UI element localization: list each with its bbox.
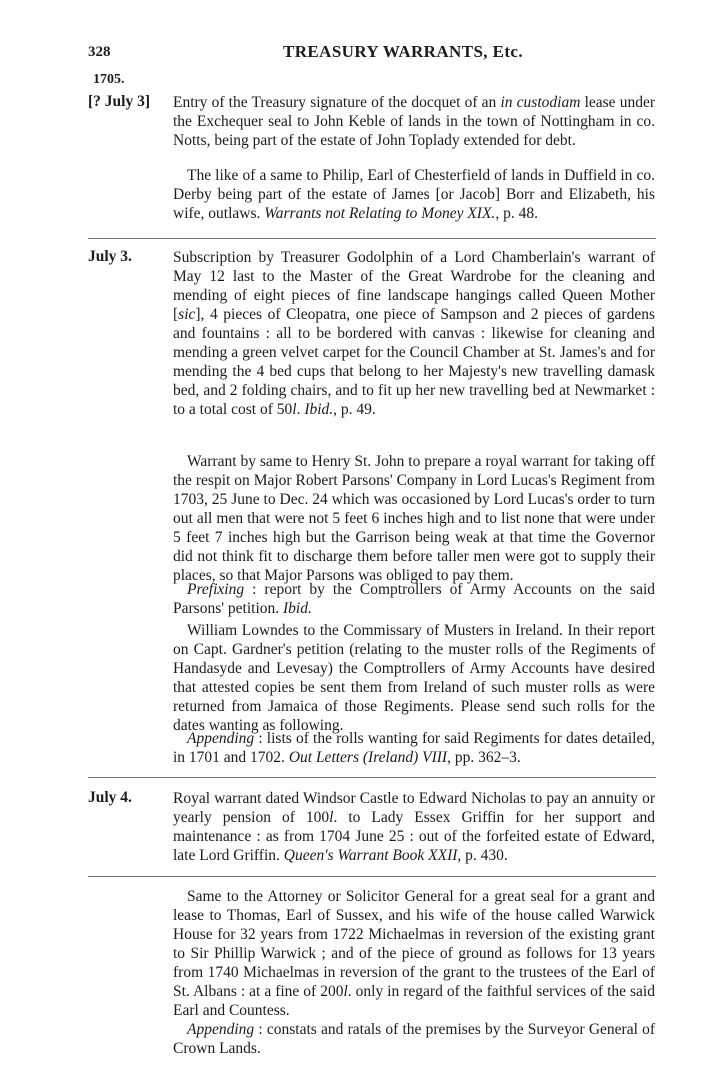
- entry-paragraph: Prefixing : report by the Comptrollers of Army Accounts on the said Parsons' petition. Ibid.: [173, 581, 655, 617]
- entry-paragraph: Royal warrant dated Windsor Castle to Edward Nicholas to pay an annuity or yearly pension of 100l. to Lady Essex Griffin for her support and maintenance : as from 1704 June 25 : out of the forfeited estate of Edward, late Lord Griffin. Queen's Warrant Book XXII, p. 430.: [173, 790, 656, 864]
- entry-date: July 4.: [88, 789, 132, 806]
- entry-paragraph: The like of a same to Philip, Earl of Chesterfield of lands in Duffield in co. Derby being part of the estate of James [or Jacob] Borr and Elizabeth, his wife, outlaws. Warrants not Relating to Money XIX., p. 48.: [173, 167, 655, 222]
- entry-paragraph: Same to the Attorney or Solicitor General for a great seal for a grant and lease to Thomas, Earl of Sussex, and his wife of the house called Warwick House for 32 years from 1722 Michaelmas in reversion of the existing grant to Sir Phillip Warwick ; and of the piece of ground as follows for 13 years from 1740 Michaelmas in reversion of the grant to the trustees of the Earl of St. Albans : at a fine of 200l. only in regard of the faithful services of the said Earl and Countess.: [173, 888, 655, 1019]
- running-title: TREASURY WARRANTS, Etc.: [282, 42, 524, 61]
- year-label: 1705.: [93, 72, 125, 87]
- entry-paragraph: Entry of the Treasury signature of the docquet of an in custodiam lease under the Exchequer seal to John Keble of lands in the town of Nottingham in co. Notts, being part of the estate of John Toplady extended for debt.: [173, 94, 656, 149]
- entry-paragraph: William Lowndes to the Commissary of Musters in Ireland. In their report on Capt. Gardner's petition (relating to the muster rolls of the Regiments of Handasyde and Levesay) the Comptrollers of Army Accounts have desired that attested copies be sent them from Ireland of such muster rolls as were returned from Jamaica of those Regiments. Please send such rolls for the dates wanting as following.: [173, 622, 655, 734]
- entry-divider: [88, 876, 656, 877]
- page-number: 328: [88, 44, 111, 60]
- entry-paragraph: Subscription by Treasurer Godolphin of a Lord Chamberlain's warrant of May 12 last to the Master of the Great Wardrobe for the cleaning and mending of eight pieces of fine landscape hangings called Queen Mother [sic], 4 pieces of Cleopatra, one piece of Sampson and 2 pieces of gardens and fountains : all to be bordered with canvas : likewise for cleaning and mending a green velvet carpet for the Council Chamber at St. James's and for mending the 4 bed cups that belong to her Majesty's new travelling damask bed, and 2 folding chairs, and to fit up her new travelling bed at Newmarket : to a total cost of 50l. Ibid., p. 49.: [173, 249, 655, 418]
- entry-date: July 3.: [88, 248, 132, 265]
- entry-date: [? July 3]: [88, 93, 150, 110]
- entry-paragraph: Appending : lists of the rolls wanting for said Regiments for dates detailed, in 1701 and 1702. Out Letters (Ireland) VIII, pp. 362–3.: [173, 730, 655, 766]
- entry-divider: [88, 238, 656, 239]
- entry-divider: [88, 777, 656, 778]
- entry-paragraph: Warrant by same to Henry St. John to prepare a royal warrant for taking off the respit on Major Robert Parsons' Company in Lord Lucas's Regiment from 1703, 25 June to Dec. 24 which was occasioned by Lord Lucas's order to turn out all men that were not 5 feet 6 inches high and to list none that were under 5 feet 7 inches high but the Garrison being weak at that time the Governor did not think fit to discharge them before taller men were got to supply their places, so that Major Parsons was obliged to pay them.: [173, 453, 655, 584]
- entry-paragraph: Appending : constats and ratals of the premises by the Surveyor General of Crown Lands.: [173, 1021, 655, 1057]
